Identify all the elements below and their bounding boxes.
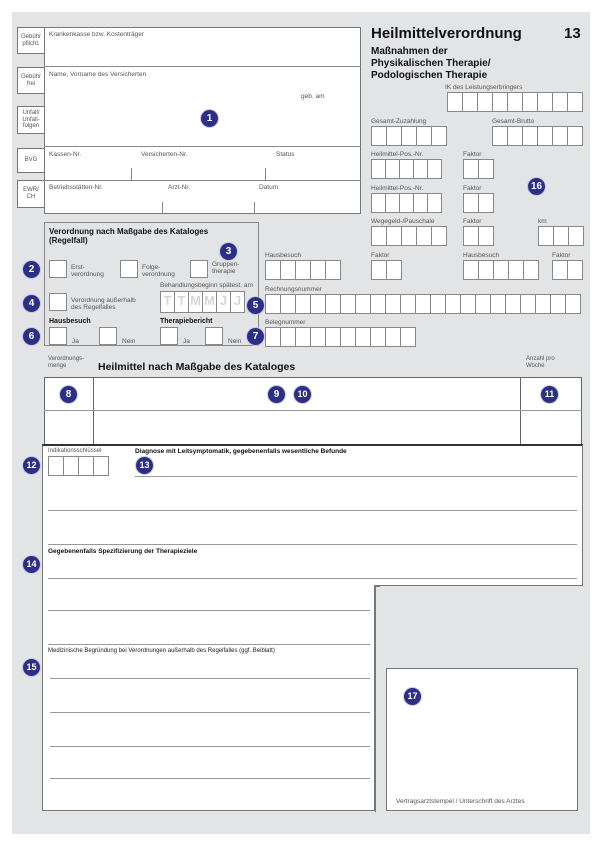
pos1-field[interactable] — [371, 159, 442, 179]
betriebsstaetten-label: Betriebsstätten-Nr. — [49, 184, 103, 191]
digit-cell[interactable] — [428, 159, 442, 179]
label-line: verordnung — [142, 271, 175, 279]
heilmittel-cell-2[interactable] — [94, 411, 520, 444]
digit-cell[interactable] — [414, 159, 428, 179]
checkbox-gebuehrfrei[interactable] — [17, 67, 45, 94]
digit-cell[interactable] — [417, 126, 432, 146]
digit-cell[interactable] — [401, 327, 416, 347]
digit-cell[interactable] — [523, 92, 538, 112]
digit-cell[interactable] — [402, 226, 417, 246]
badge-10: 10 — [294, 386, 311, 403]
pos2-field[interactable] — [371, 193, 442, 213]
digit-cell[interactable]: T — [161, 291, 175, 313]
write-line — [48, 544, 577, 545]
pos1-label: Heilmittel-Pos.-Nr. — [371, 151, 424, 158]
badge-14: 14 — [23, 556, 40, 573]
badge-13: 13 — [136, 457, 153, 474]
faktor5-field[interactable] — [552, 260, 583, 280]
digit-cell[interactable] — [401, 294, 416, 314]
therapiebericht-ja-label: Ja — [183, 338, 190, 345]
digit-cell[interactable] — [417, 226, 432, 246]
badge-16: 16 — [528, 178, 545, 195]
digit-cell[interactable] — [523, 126, 538, 146]
datum-label: Datum — [259, 184, 279, 191]
checkbox-unfall[interactable] — [17, 106, 45, 134]
digit-cell[interactable] — [372, 193, 386, 213]
badge-11: 11 — [541, 386, 558, 403]
digit-cell[interactable] — [356, 327, 371, 347]
folgeverordnung-label — [142, 264, 175, 278]
hausbesuch-ja-label: Ja — [72, 338, 79, 345]
digit-cell[interactable] — [371, 294, 386, 314]
digit-cell[interactable] — [341, 327, 356, 347]
ausserhalb-regelfall-label — [71, 297, 136, 311]
label-line: Woche — [526, 362, 545, 369]
hausbesuch1-field[interactable] — [265, 260, 341, 280]
write-line — [50, 746, 370, 747]
write-line — [48, 610, 370, 611]
digit-cell[interactable] — [446, 294, 461, 314]
digit-cell[interactable] — [479, 260, 494, 280]
therapieziele-label: Gegebenenfalls Spezifizierung der Therapieziele — [48, 548, 198, 555]
digit-cell[interactable] — [463, 92, 478, 112]
badge-17: 17 — [404, 688, 421, 705]
hausbesuch-ja-checkbox[interactable] — [49, 327, 67, 345]
digit-cell[interactable] — [521, 294, 536, 314]
indikationsschluessel-label: Indikationsschlüssel — [48, 448, 102, 454]
therapiebericht-ja-checkbox[interactable] — [160, 327, 178, 345]
verordnungsmenge-header — [48, 356, 84, 369]
status-label: Status — [276, 151, 295, 158]
checkbox-bvg[interactable] — [17, 148, 45, 173]
digit-cell[interactable] — [464, 226, 479, 246]
dob-label: geb. am — [301, 93, 325, 100]
digit-cell[interactable] — [508, 126, 523, 146]
digit-cell[interactable] — [296, 260, 311, 280]
digit-cell[interactable] — [536, 294, 551, 314]
therapieziele-input-line-2[interactable] — [48, 588, 370, 610]
digit-cell[interactable] — [64, 456, 79, 476]
gesamt-brutto-label: Gesamt-Brutto — [492, 118, 535, 125]
stamp-label: Vertragsarztstempel / Unterschrift des Arztes — [396, 798, 525, 805]
digit-cell[interactable] — [266, 260, 281, 280]
badge-7: 7 — [247, 328, 264, 345]
side-label: Gebühr pflicht. — [20, 33, 41, 47]
patient-name-label: Name, Vorname des Versicherten — [49, 71, 147, 78]
write-line — [50, 678, 370, 679]
faktor2-field[interactable] — [463, 193, 494, 213]
tick — [254, 202, 255, 214]
faktor1-label: Faktor — [463, 151, 482, 158]
write-line — [48, 644, 370, 645]
faktor3-label: Faktor — [463, 218, 482, 225]
write-line — [48, 578, 577, 579]
digit-cell[interactable] — [478, 92, 493, 112]
digit-cell[interactable] — [400, 193, 414, 213]
order-heading-line: (Regelfall) — [49, 236, 88, 246]
order-heading — [49, 227, 208, 245]
gesamt-zuzahlung-field[interactable] — [371, 126, 447, 146]
digit-cell[interactable] — [49, 456, 64, 476]
begruendung-input-line-3[interactable] — [50, 716, 370, 746]
diagnose-input-line-2[interactable] — [48, 480, 577, 510]
hausbesuch-nein-label: Nein — [122, 338, 136, 345]
label-line: verordnung — [71, 271, 104, 279]
digit-cell[interactable] — [464, 260, 479, 280]
arzt-nr-label: Arzt-Nr. — [168, 184, 191, 191]
digit-cell[interactable] — [386, 294, 401, 314]
digit-cell[interactable] — [311, 294, 326, 314]
checkbox-ewr-ch[interactable] — [17, 180, 45, 208]
badge-2: 2 — [23, 261, 40, 278]
label-line: Gruppen- — [212, 261, 240, 268]
digit-cell[interactable] — [79, 456, 94, 476]
gesamt-brutto-field[interactable] — [492, 126, 583, 146]
side-label: EWR/ CH — [23, 187, 39, 200]
digit-cell[interactable] — [431, 294, 446, 314]
digit-cell[interactable] — [464, 193, 479, 213]
digit-cell[interactable] — [479, 226, 494, 246]
badge-1: 1 — [201, 110, 218, 127]
menge-cell-2[interactable] — [45, 411, 93, 444]
badge-9: 9 — [268, 386, 285, 403]
rechnungsnummer-field[interactable] — [265, 294, 581, 314]
digit-cell[interactable] — [386, 327, 401, 347]
badge-12: 12 — [23, 457, 40, 474]
digit-cell[interactable] — [506, 294, 521, 314]
digit-cell[interactable] — [281, 294, 296, 314]
digit-cell[interactable] — [554, 226, 569, 246]
digit-cell[interactable] — [493, 126, 508, 146]
digit-cell[interactable] — [494, 260, 509, 280]
subtitle-line: Maßnahmen der — [371, 46, 448, 57]
hausbesuch2-label: Hausbesuch — [463, 252, 500, 259]
digit-cell[interactable] — [553, 126, 568, 146]
label-line: Erst- — [71, 264, 85, 271]
digit-cell[interactable] — [461, 294, 476, 314]
side-label: Gebühr frei — [20, 73, 41, 87]
divider — [44, 180, 361, 181]
faktor2-label: Faktor — [463, 185, 482, 192]
digit-cell[interactable] — [568, 126, 583, 146]
side-label: BVG — [24, 157, 38, 164]
label-line: menge — [48, 362, 67, 369]
digit-cell[interactable]: T — [175, 291, 189, 313]
digit-cell[interactable] — [371, 327, 386, 347]
faktor3-field[interactable] — [463, 226, 494, 246]
digit-cell[interactable]: J — [231, 291, 245, 313]
digit-cell[interactable] — [281, 260, 296, 280]
digit-cell[interactable] — [479, 159, 494, 179]
digit-cell[interactable] — [464, 159, 479, 179]
checkbox-gebuehrpflichtig[interactable] — [17, 27, 45, 54]
label-line: Folge- — [142, 264, 161, 271]
hausbesuch-nein-checkbox[interactable] — [99, 327, 117, 345]
form-subtitle — [371, 46, 491, 82]
label-line: therapie — [212, 268, 236, 276]
digit-cell[interactable] — [372, 126, 387, 146]
kassen-nr-label: Kassen-Nr. — [49, 151, 82, 158]
digit-cell[interactable] — [539, 226, 554, 246]
digit-cell[interactable] — [387, 126, 402, 146]
divider — [44, 146, 361, 147]
subtitle-line: Podologischen Therapie — [371, 70, 488, 81]
label-line: Verordnungs- — [48, 356, 85, 362]
hausbesuch-label: Hausbesuch — [49, 318, 91, 325]
badge-15: 15 — [23, 659, 40, 676]
digit-cell[interactable] — [311, 260, 326, 280]
digit-cell[interactable] — [432, 226, 447, 246]
therapieziele-input-line-3[interactable] — [48, 614, 370, 644]
digit-cell[interactable] — [568, 92, 583, 112]
gesamt-zuzahlung-label: Gesamt-Zuzahlung — [371, 118, 427, 125]
digit-cell[interactable]: M — [189, 291, 203, 313]
km-field[interactable] — [538, 226, 584, 246]
faktor4-label: Faktor — [371, 252, 390, 259]
digit-cell[interactable] — [281, 327, 296, 347]
digit-cell[interactable] — [568, 260, 583, 280]
digit-cell[interactable] — [432, 126, 447, 146]
therapieziele-input-line-1[interactable] — [48, 556, 577, 578]
faktor4-field[interactable] — [371, 260, 402, 280]
rechnungsnummer-label: Rechnungsnummer — [265, 286, 322, 293]
digit-cell[interactable] — [326, 327, 341, 347]
indikationsschluessel-field[interactable] — [48, 456, 109, 476]
digit-cell[interactable] — [266, 294, 281, 314]
badge-5: 5 — [247, 297, 264, 314]
wegegeld-label: Wegegeld-/Pauschale — [371, 218, 435, 225]
faktor5-label: Faktor — [552, 252, 571, 259]
write-line — [135, 476, 577, 477]
ik-label: IK des Leistungserbringers — [445, 84, 523, 91]
digit-cell[interactable] — [402, 126, 417, 146]
ik-field[interactable] — [447, 92, 583, 112]
versicherten-nr-label: Versicherten-Nr. — [141, 151, 188, 158]
tick — [265, 168, 266, 180]
digit-cell[interactable] — [448, 92, 463, 112]
diagnose-input-line-3[interactable] — [48, 514, 577, 544]
digit-cell[interactable] — [387, 226, 402, 246]
hausbesuch1-label: Hausbesuch — [265, 252, 302, 259]
digit-cell[interactable] — [416, 294, 431, 314]
side-label: Unfall/ Unfall- folgen — [22, 109, 40, 130]
diagnose-input-line-1[interactable] — [135, 456, 577, 476]
write-line — [48, 510, 577, 511]
digit-cell[interactable] — [428, 193, 442, 213]
digit-cell[interactable] — [311, 327, 326, 347]
digit-cell[interactable] — [372, 159, 386, 179]
folgeverordnung-checkbox[interactable] — [120, 260, 138, 278]
therapiebericht-nein-checkbox[interactable] — [205, 327, 223, 345]
therapiebericht-label: Therapiebericht — [160, 318, 213, 325]
digit-cell[interactable] — [296, 327, 311, 347]
wegegeld-field[interactable] — [371, 226, 447, 246]
digit-cell[interactable] — [551, 294, 566, 314]
write-line — [50, 778, 370, 779]
digit-cell[interactable] — [400, 159, 414, 179]
digit-cell[interactable] — [372, 260, 387, 280]
badge-8: 8 — [60, 386, 77, 403]
digit-cell[interactable] — [493, 92, 508, 112]
badge-3: 3 — [220, 243, 237, 260]
form-title: Heilmittelverordnung — [371, 25, 522, 42]
digit-cell[interactable] — [386, 193, 400, 213]
label-line: des Regelfalles — [71, 304, 116, 312]
label-line: Anzahl pro — [526, 356, 555, 362]
remedies-heading: Heilmittel nach Maßgabe des Kataloges — [98, 361, 296, 373]
begruendung-input-line-2[interactable] — [50, 682, 370, 712]
digit-cell[interactable] — [538, 92, 553, 112]
anzahl-pro-woche-header — [526, 356, 555, 369]
digit-cell[interactable] — [569, 226, 584, 246]
faktor1-field[interactable] — [463, 159, 494, 179]
gruppentherapie-label — [212, 261, 239, 275]
digit-cell[interactable] — [326, 294, 341, 314]
digit-cell[interactable] — [491, 294, 506, 314]
digit-cell[interactable] — [266, 327, 281, 347]
km-label: km — [538, 218, 547, 225]
woche-cell-2[interactable] — [521, 411, 581, 444]
form-number: 13 — [564, 25, 581, 42]
digit-cell[interactable] — [566, 294, 581, 314]
digit-cell[interactable] — [372, 226, 387, 246]
belegnummer-label: Belegnummer — [265, 319, 306, 326]
digit-cell[interactable] — [296, 294, 311, 314]
digit-cell[interactable] — [386, 159, 400, 179]
tick — [131, 168, 132, 180]
digit-cell[interactable] — [538, 126, 553, 146]
digit-cell[interactable] — [387, 260, 402, 280]
erstverordnung-checkbox[interactable] — [49, 260, 67, 278]
badge-6: 6 — [23, 328, 40, 345]
tick — [162, 202, 163, 214]
behandlungsbeginn-date-field[interactable] — [160, 291, 245, 313]
diagnose-label: Diagnose mit Leitsymptomatik, gegebenenfalls wesentliche Befunde — [135, 448, 347, 455]
insurer-label: Krankenkasse bzw. Kostenträger — [49, 31, 145, 38]
digit-cell[interactable] — [326, 260, 341, 280]
write-line — [50, 712, 370, 713]
subtitle-line: Physikalischen Therapie/ — [371, 58, 491, 69]
digit-cell[interactable]: M — [203, 291, 217, 313]
hausbesuch2-field[interactable] — [463, 260, 539, 280]
ausserhalb-regelfall-checkbox[interactable] — [49, 293, 67, 311]
digit-cell[interactable] — [553, 260, 568, 280]
digit-cell[interactable] — [524, 260, 539, 280]
digit-cell[interactable] — [509, 260, 524, 280]
order-heading-line: Verordnung nach Maßgabe des Kataloges — [49, 227, 209, 236]
therapiebericht-nein-label: Nein — [228, 338, 242, 345]
digit-cell[interactable]: J — [217, 291, 231, 313]
pos2-label: Heilmittel-Pos.-Nr. — [371, 185, 424, 192]
label-line: Verordnung außerhalb — [71, 297, 136, 304]
gruppentherapie-checkbox[interactable] — [190, 260, 208, 278]
begruendung-input-line-1[interactable] — [50, 656, 370, 678]
begruendung-label: Medizinische Begründung bei Verordnungen außerhalb des Regelfalles (ggf. Beiblatt) — [48, 648, 275, 654]
digit-cell[interactable] — [356, 294, 371, 314]
patient-name-field[interactable] — [45, 67, 360, 145]
behandlungsbeginn-label: Behandlungsbeginn spätest. am — [160, 282, 253, 289]
begruendung-input-line-4[interactable] — [50, 750, 370, 778]
digit-cell[interactable] — [414, 193, 428, 213]
digit-cell[interactable] — [479, 193, 494, 213]
notch-cover — [380, 586, 584, 589]
belegnummer-field[interactable] — [265, 327, 416, 347]
digit-cell[interactable] — [553, 92, 568, 112]
erstverordnung-label — [71, 264, 104, 278]
digit-cell[interactable] — [94, 456, 109, 476]
digit-cell[interactable] — [476, 294, 491, 314]
digit-cell[interactable] — [508, 92, 523, 112]
badge-4: 4 — [23, 295, 40, 312]
digit-cell[interactable] — [341, 294, 356, 314]
